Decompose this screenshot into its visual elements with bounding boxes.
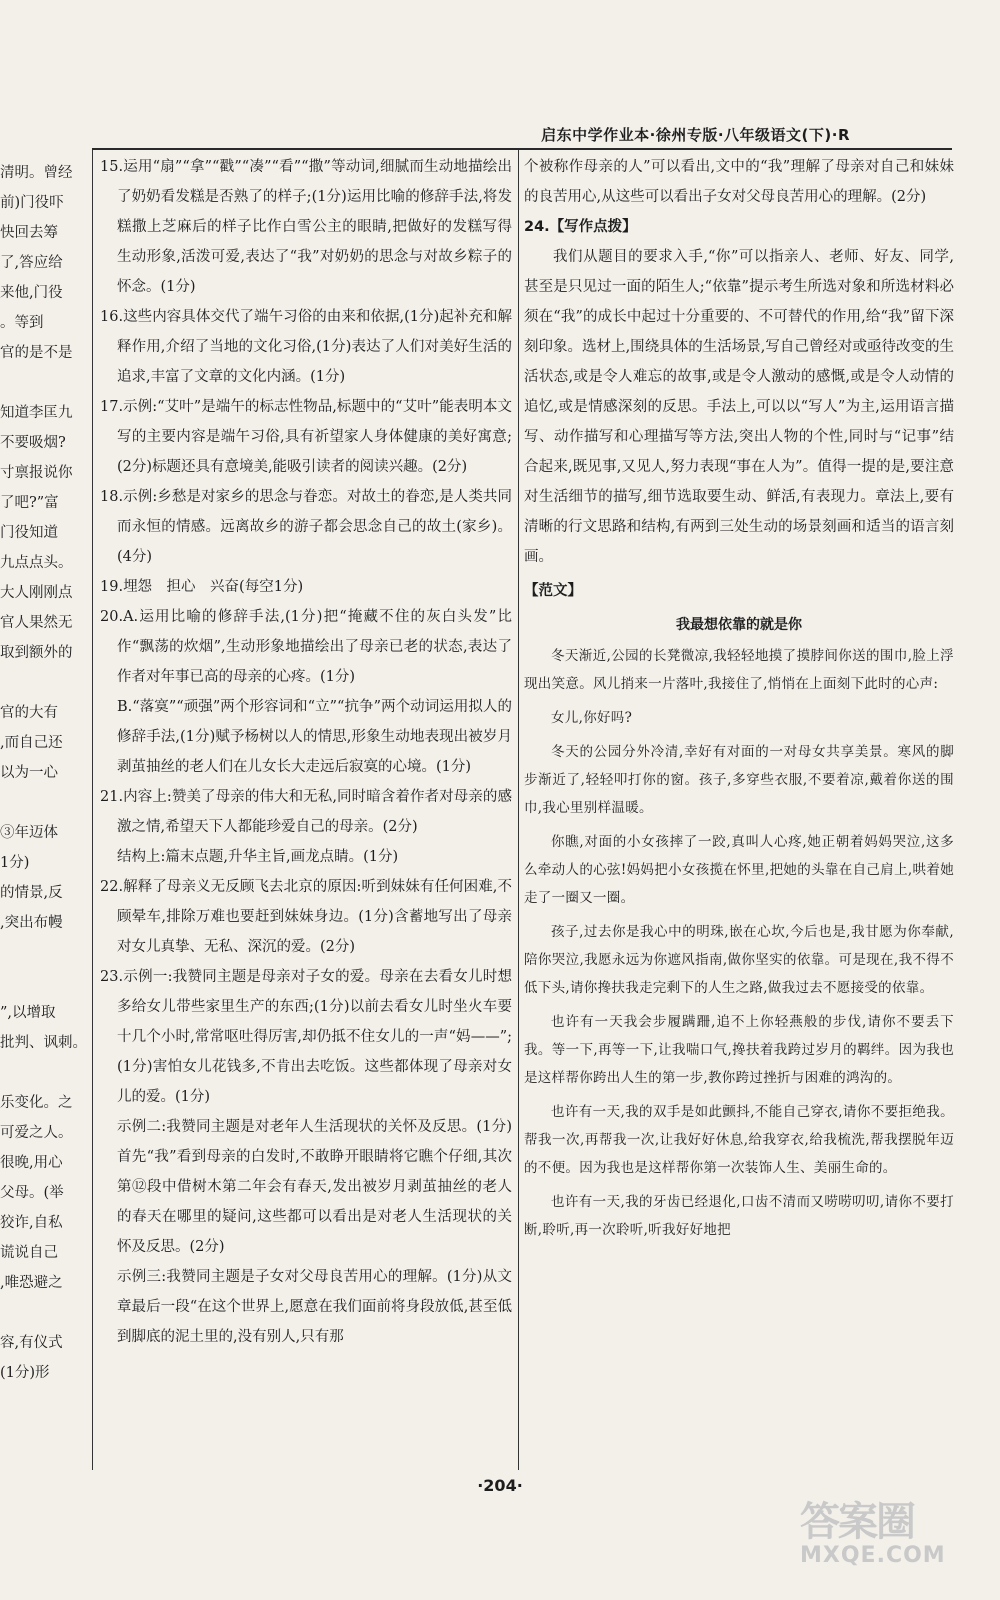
answer-item	[100, 872, 512, 962]
left-fragment-line: 了吧?”富	[0, 495, 59, 511]
essay-paragraph: 冬天的公园分外冷清,幸好有对面的一对母女共享美景。寒风的脚步渐近了,轻轻叩打你的窗。孩子,多穿些衣服,不要着凉,戴着你送的围巾,我心里别样温暖。	[524, 744, 954, 816]
left-fragment-line	[0, 668, 88, 698]
left-fragment-line	[0, 938, 88, 968]
answer-text: 这些内容具体交代了端午习俗的由来和依据,(1分)起补充和解释作用,介绍了当地的文化习俗,(1分)表达了人们对美好生活的追求,丰富了文章的文化内涵。(1分)	[117, 309, 512, 385]
writing-guidance: 我们从题目的要求入手,“你”可以指亲人、老师、好友、同学,甚至是只见过一面的陌生人;“依靠”提示考生所选对象和所选材料必须在“我”的成长中起过十分重要的、不可替代的作用,给“我”留下深刻印象。选材上,围绕具体的生活场景,写自己曾经对或亟待改变的生活状态,或是令人难忘的故事,或是令人激动的感慨,或是令人动情的追忆,或是情感深刻的反思。手法上,可以以“写人”为主,运用语言描写、动作描写和心理描写等方法,突出人物的个性,同时与“记事”结合起来,既见事,又见人,努力表现“事在人为”。值得一提的是,要注意对生活细节的描写,细节选取要生动、鲜活,有表现力。章法上,要有清晰的行文思路和结构,有两到三处生动的场景刻画和适当的语言刻画。	[524, 249, 954, 565]
left-fragment-line	[0, 788, 88, 818]
left-fragment-line: 清明。曾经	[0, 165, 73, 181]
answer-item	[100, 602, 512, 692]
left-fragment-line: 以为一心	[0, 765, 58, 781]
left-fragment-line	[0, 1058, 88, 1088]
answer-text: 示例二:我赞同主题是对老年人生活现状的关怀及反思。(1分)首先“我”看到母亲的白发时,不敢睁开眼睛将它瞧个仔细,其次第⑫段中借树木第二年会有春天,发出被岁月剥茧抽丝的老人的春天在哪里的疑问,这些都可以看出是对老人生活现状的关怀及反思。(2分)	[117, 1119, 512, 1255]
column-divider-left	[92, 150, 93, 1470]
header-rule	[92, 148, 952, 150]
left-fragment-line: ,突出布幔	[0, 915, 63, 931]
sample-essay-title: 我最想依靠的就是你	[676, 617, 802, 633]
left-fragment-line: ,而自己还	[0, 735, 63, 751]
essay-paragraph: 孩子,过去你是我心中的明珠,嵌在心坎,今后也是,我甘愿为你奉献,陪你哭泣,我愿永远为你遮风指南,做你坚实的依靠。可是现在,我不得不低下头,请你搀扶我走完剩下的人生之路,做我过去不愿接受的依靠。	[524, 924, 954, 996]
left-fragment-line: 九点点头。	[0, 555, 73, 571]
left-fragment-line: (1分)形	[0, 1365, 50, 1381]
left-fragment-line: 容,有仪式	[0, 1335, 63, 1351]
column-divider-right	[518, 150, 519, 1470]
left-fragment-line: 来他,门役	[0, 285, 63, 301]
answer-number: 23.	[100, 969, 124, 985]
sample-essay-label: 【范文】	[524, 583, 582, 599]
left-fragment-line: 知道李匡九	[0, 405, 73, 421]
answer-23-continuation: 个被称作母亲的人”可以看出,文中的“我”理解了母亲对自己和妹妹的良苦用心,从这些可以看出子女对父母良苦用心的理解。(2分)	[524, 159, 954, 205]
left-fragment-line: 批判、讽刺。	[0, 1035, 87, 1051]
left-fragment-line: 大人刚刚点	[0, 585, 73, 601]
essay-paragraph: 你瞧,对面的小女孩摔了一跤,真叫人心疼,她正朝着妈妈哭泣,这多么牵动人的心弦!妈妈把小女孩揽在怀里,把她的头靠在自己肩上,哄着她走了一圈又一圈。	[524, 834, 954, 906]
answer-number: 18.	[100, 489, 124, 505]
watermark-text: 答案圈	[800, 1499, 914, 1545]
site-watermark-logo	[800, 1490, 990, 1590]
answer-text: A.运用比喻的修辞手法,(1分)把“掩藏不住的灰白头发”比作“飘荡的炊烟”,生动形象地描绘出了母亲已老的状态,表达了作者对年事已高的母亲的心疼。(1分)	[117, 609, 512, 685]
answer-text: 示例:“艾叶”是端午的标志性物品,标题中的“艾叶”能表明本文写的主要内容是端午习俗,具有祈望家人身体健康的美好寓意;(2分)标题还具有意境美,能吸引读者的阅读兴趣。(2分)	[117, 399, 512, 475]
answer-item	[100, 392, 512, 482]
answer-text: 运用“扇”“拿”“戳”“凑”“看”“撒”等动词,细腻而生动地描绘出了奶奶看发糕是否熟了的样子;(1分)运用比喻的修辞手法,将发糕撒上芝麻后的样子比作白雪公主的眼睛,把做好的发糕写得生动形象,活泼可爱,表达了“我”对奶奶的思念与对故乡粽子的怀念。(1分)	[117, 159, 512, 295]
answer-number: 16.	[100, 309, 124, 325]
answer-item	[100, 692, 512, 782]
answer-number: 15.	[100, 159, 124, 175]
left-fragment-line: 官人果然无	[0, 615, 73, 631]
answer-item	[100, 1262, 512, 1352]
question-24-label: 24.【写作点拨】	[524, 219, 637, 235]
left-fragment-line: 父母。(举	[0, 1185, 64, 1201]
answer-text: 解释了母亲义无反顾飞去北京的原因:听到妹妹有任何困难,不顾晕车,排除万难也要赶到妹妹身边。(1分)含蓄地写出了母亲对女儿真挚、无私、深沉的爱。(2分)	[117, 879, 512, 955]
answer-text: 示例:乡愁是对家乡的思念与眷恋。对故土的眷恋,是人类共同而永恒的情感。远离故乡的游子都会思念自己的故土(家乡)。(4分)	[117, 489, 512, 565]
left-fragment-line: 谎说自己	[0, 1245, 58, 1261]
left-fragment-line: ,唯恐避之	[0, 1275, 63, 1291]
answer-number: 21.	[100, 789, 124, 805]
left-fragment-line: 寸禀报说你	[0, 465, 73, 481]
answer-text: 内容上:赞美了母亲的伟大和无私,同时暗含着作者对母亲的感激之情,希望天下人都能珍爱自己的母亲。(2分)	[117, 789, 512, 835]
essay-paragraph: 也许有一天我会步履蹒跚,追不上你轻燕般的步伐,请你不要丢下我。等一下,再等一下,让我喘口气,搀扶着我跨过岁月的羁绊。因为我也是这样帮你跨出人生的第一步,教你跨过挫折与困难的鸿沟的。	[524, 1014, 954, 1086]
left-fragment-line: 官的大有	[0, 705, 58, 721]
left-fragment-line: 1分)	[0, 855, 30, 871]
answer-text: 结构上:篇末点题,升华主旨,画龙点睛。(1分)	[117, 849, 399, 865]
answer-item	[100, 152, 512, 302]
essay-paragraph: 也许有一天,我的牙齿已经退化,口齿不清而又唠唠叨叨,请你不要打断,聆听,再一次聆听,听我好好地把	[524, 1194, 954, 1238]
answer-item	[100, 572, 512, 602]
answer-item	[100, 962, 512, 1112]
left-fragment-line: 快回去筹	[0, 225, 58, 241]
answer-text: 示例三:我赞同主题是子女对父母良苦用心的理解。(1分)从文章最后一段“在这个世界上,愿意在我们面前将身段放低,甚至低到脚底的泥土里的,没有别人,只有那	[117, 1269, 512, 1345]
left-fragment-line: 。等到	[0, 315, 44, 331]
running-header: 启东中学作业本·徐州专版·八年级语文(下)·R	[541, 126, 850, 144]
essay-paragraph: 女儿,你好吗?	[551, 710, 633, 726]
answer-text: 埋怨 担心 兴奋(每空1分)	[123, 579, 304, 595]
answer-column-right	[524, 152, 954, 1250]
answer-text: B.“落寞”“顽强”两个形容词和“立”“抗争”两个动词运用拟人的修辞手法,(1分)赋予杨树以人的情思,形象生动地表现出被岁月剥茧抽丝的老人们在儿女长大走远后寂寞的心境。(1分)	[117, 699, 512, 775]
sample-essay-body	[524, 642, 954, 1244]
left-fragment-line: 不要吸烟?	[0, 435, 66, 451]
answer-number: 20.	[100, 609, 124, 625]
left-fragment-line: 很晚,用心	[0, 1155, 63, 1171]
answer-item	[100, 482, 512, 572]
left-fragment-line: 狡诈,自私	[0, 1215, 63, 1231]
left-fragment-line	[0, 1298, 88, 1328]
answer-number: 17.	[100, 399, 124, 415]
left-fragment-line: 可爱之人。	[0, 1125, 73, 1141]
answer-item	[100, 302, 512, 392]
answer-number: 22.	[100, 879, 124, 895]
watermark-url: MXQE.COM	[800, 1543, 946, 1568]
left-fragment-line: ”,以增取	[0, 1005, 56, 1021]
essay-paragraph: 冬天渐近,公园的长凳微凉,我轻轻地摸了摸脖间你送的围巾,脸上浮现出笑意。风儿捎来一片落叶,我接住了,悄悄在上面刻下此时的心声:	[524, 648, 954, 692]
answer-item	[100, 1112, 512, 1262]
page-number: ·204·	[477, 1476, 523, 1495]
left-fragment-line: 前)门役吓	[0, 195, 64, 211]
left-fragment-line: 取到额外的	[0, 645, 73, 661]
answer-number: 19.	[100, 579, 124, 595]
left-fragment-line	[0, 968, 88, 998]
left-fragment-line	[0, 368, 88, 398]
left-fragment-line: 官的是不是	[0, 345, 73, 361]
answer-item	[100, 782, 512, 842]
left-fragment-line: 的情景,反	[0, 885, 63, 901]
left-fragment-line: 门役知道	[0, 525, 58, 541]
answer-item	[100, 842, 512, 872]
answer-text: 示例一:我赞同主题是母亲对子女的爱。母亲在去看女儿时想多给女儿带些家里生产的东西;(1分)以前去看女儿时坐火车要十几个小时,常常呕吐得厉害,却仍抵不住女儿的一声“妈——”;(1分)害怕女儿花钱多,不肯出去吃饭。这些都体现了母亲对女儿的爱。(1分)	[117, 969, 512, 1105]
left-fragment-line: 乐变化。之	[0, 1095, 73, 1111]
left-fragment-line: ③年迈体	[0, 825, 58, 841]
left-fragment-line: 了,答应给	[0, 255, 63, 271]
essay-paragraph: 也许有一天,我的双手是如此颤抖,不能自己穿衣,请你不要拒绝我。帮我一次,再帮我一次,让我好好休息,给我穿衣,给我梳洗,帮我摆脱年迈的不便。因为我也是这样帮你第一次装饰人生、美丽生命的。	[524, 1104, 954, 1176]
answer-column-middle	[100, 152, 512, 1352]
cropped-left-column	[0, 158, 88, 1388]
